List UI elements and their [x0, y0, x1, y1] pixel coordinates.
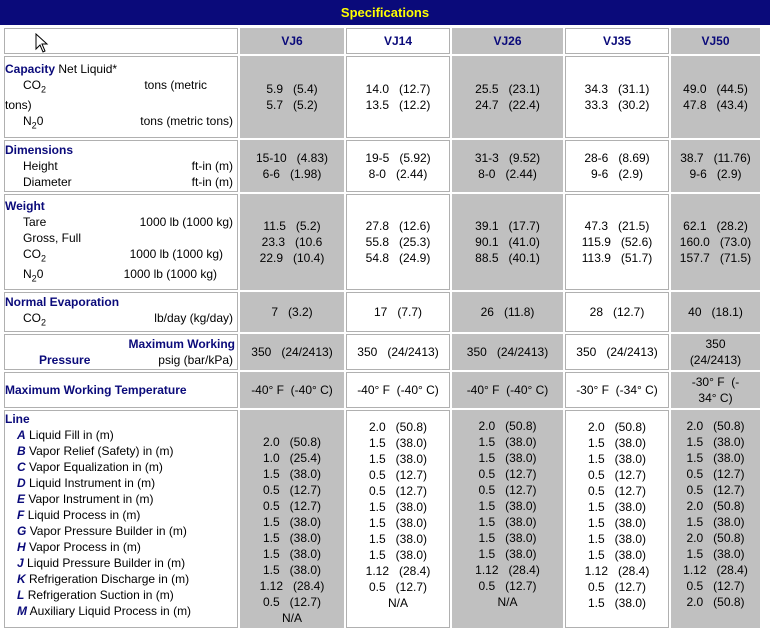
- temperature-label-cell: [4, 372, 238, 408]
- pressure-title-line1: Maximum Working: [128, 337, 235, 351]
- evaporation-label-cell: [4, 292, 238, 332]
- temperature-vj35: -30° F (-34° C): [565, 372, 669, 408]
- line-value: 1.12 (28.4): [365, 564, 431, 578]
- capacity-vj35: 34.3 (31.1) 33.3 (30.2): [565, 56, 669, 138]
- line-value: 1.5 (38.0): [368, 516, 428, 530]
- capacity-vj6: 5.9 (5.4) 5.7 (5.2): [240, 56, 344, 138]
- capacity-row: [4, 56, 760, 138]
- pressure-row: [4, 334, 760, 370]
- line-value: 1.12 (28.4): [584, 564, 650, 578]
- line-value: [452, 610, 563, 626]
- model-header-row: [4, 28, 760, 54]
- capacity-n2o-unit: tons (metric tons): [140, 114, 233, 128]
- model-header-vj14: VJ14: [346, 28, 450, 54]
- evaporation-vj50: 40 (18.1): [671, 292, 760, 332]
- line-item-label: Liquid Pressure Builder in (m): [27, 556, 186, 570]
- weight-vj26: 39.1 (17.7) 90.1 (41.0) 88.5 (40.1): [452, 194, 563, 290]
- cursor-arrow-icon: [35, 42, 49, 56]
- temperature-vj50: -30° F (- 34° C): [671, 372, 760, 408]
- line-value: 0.5 (12.7): [368, 468, 428, 482]
- line-value: 0.5 (12.7): [262, 483, 322, 497]
- line-value: 1.5 (38.0): [262, 515, 322, 529]
- capacity-section-title: Capacity: [5, 61, 56, 76]
- line-value: 1.5 (38.0): [587, 516, 647, 530]
- pressure-vj35: 350 (24/2413): [565, 334, 669, 370]
- line-item-letter: G: [17, 524, 27, 538]
- evaporation-vj26: 26 (11.8): [452, 292, 563, 332]
- line-item-label: Refrigeration Discharge in (m): [29, 572, 190, 586]
- line-item-g: [5, 523, 237, 539]
- line-value: 1.5 (38.0): [587, 436, 647, 450]
- pressure-vj6: 350 (24/2413): [240, 334, 344, 370]
- line-item-d: [5, 475, 237, 491]
- line-value: 2.0 (50.8): [686, 419, 745, 433]
- line-item-letter: C: [17, 460, 26, 474]
- line-row: [4, 410, 760, 628]
- line-value: N/A: [281, 611, 302, 625]
- line-value: N/A: [387, 596, 408, 610]
- line-value: 2.0 (50.8): [686, 595, 745, 609]
- tare-unit: 1000 lb (1000 kg): [139, 214, 233, 229]
- weight-vj6: 11.5 (5.2) 23.3 (10.6 22.9 (10.4): [240, 194, 344, 290]
- line-item-letter: F: [17, 508, 25, 522]
- line-value: 1.5 (38.0): [478, 499, 537, 513]
- line-item-l: [5, 587, 237, 603]
- line-item-h: [5, 539, 237, 555]
- line-vj14: [346, 410, 450, 628]
- line-value: 1.5 (38.0): [686, 515, 745, 529]
- evaporation-row: [4, 292, 760, 332]
- pressure-vj26: 350 (24/2413): [452, 334, 563, 370]
- capacity-vj26: 25.5 (23.1) 24.7 (22.4): [452, 56, 563, 138]
- pressure-vj14: 350 (24/2413): [346, 334, 450, 370]
- dimensions-label-cell: [4, 140, 238, 192]
- line-vj35: [565, 410, 669, 628]
- line-value: 1.5 (38.0): [478, 547, 537, 561]
- pressure-label-cell: [4, 334, 238, 370]
- line-value: [240, 418, 344, 434]
- specifications-title-bar: [0, 0, 770, 25]
- line-item-b: [5, 443, 237, 459]
- temperature-vj14: -40° F (-40° C): [346, 372, 450, 408]
- model-header-vj50: VJ50: [671, 28, 760, 54]
- line-item-label: Refrigeration Suction in (m): [27, 588, 174, 602]
- line-value: 2.0 (50.8): [686, 499, 745, 513]
- capacity-note: Net Liquid*: [58, 61, 118, 76]
- line-value: 0.5 (12.7): [262, 595, 322, 609]
- model-header-vj26: VJ26: [452, 28, 563, 54]
- line-value: 0.5 (12.7): [368, 484, 428, 498]
- line-item-letter: L: [17, 588, 25, 602]
- weight-vj14: 27.8 (12.6) 55.8 (25.3) 54.8 (24.9): [346, 194, 450, 290]
- line-value: 0.5 (12.7): [478, 579, 537, 593]
- line-item-a: [5, 427, 237, 443]
- line-value: 1.5 (38.0): [478, 451, 537, 465]
- line-value: 1.5 (38.0): [686, 451, 745, 465]
- line-value: [347, 611, 449, 627]
- line-value: 1.5 (38.0): [587, 500, 647, 514]
- line-item-label: Liquid Process in (m): [27, 508, 141, 522]
- header-corner: [4, 28, 238, 54]
- line-item-f: [5, 507, 237, 523]
- temperature-vj6: -40° F (-40° C): [240, 372, 344, 408]
- line-value: 0.5 (12.7): [686, 579, 745, 593]
- line-value: 1.5 (38.0): [587, 452, 647, 466]
- line-value: 0.5 (12.7): [262, 499, 322, 513]
- line-value: 0.5 (12.7): [686, 467, 745, 481]
- weight-n2o-unit: 1000 lb (1000 kg): [123, 267, 217, 281]
- line-item-j: [5, 555, 237, 571]
- evaporation-co2-label: $CO_2$: [23, 310, 47, 328]
- line-item-letter: K: [17, 572, 26, 586]
- line-value: 2.0 (50.8): [262, 435, 322, 449]
- specifications-table: [2, 26, 762, 630]
- page-title: Specifications: [340, 5, 430, 20]
- line-value: 1.0 (25.4): [262, 451, 322, 465]
- dimensions-section-title: Dimensions: [5, 143, 74, 157]
- capacity-co2-unit-cont: tons): [5, 98, 32, 112]
- weight-co2-label: $CO_2$: [23, 246, 47, 263]
- line-value: 0.5 (12.7): [686, 483, 745, 497]
- line-value: 0.5 (12.7): [478, 467, 537, 481]
- line-value: 1.5 (38.0): [368, 436, 428, 450]
- line-vj50: [671, 410, 760, 628]
- line-item-label: Vapor Process in (m): [29, 540, 141, 554]
- line-item-label: Vapor Instrument in (m): [28, 492, 154, 506]
- line-value: 1.5 (38.0): [587, 596, 647, 610]
- line-value: 1.5 (38.0): [686, 547, 745, 561]
- capacity-vj14: 14.0 (12.7) 13.5 (12.2): [346, 56, 450, 138]
- model-header-vj35: VJ35: [565, 28, 669, 54]
- line-value: 1.5 (38.0): [368, 548, 428, 562]
- line-value: 1.5 (38.0): [686, 435, 745, 449]
- pressure-title-line2: Pressure: [39, 353, 91, 367]
- line-item-label: Liquid Fill in (m): [29, 428, 114, 442]
- dimensions-vj26: 31-3 (9.52) 8-0 (2.44): [452, 140, 563, 192]
- line-value: 1.12 (28.4): [259, 579, 325, 593]
- line-value: 1.5 (38.0): [262, 531, 322, 545]
- weight-n2o-label: $N_20$: [23, 267, 44, 284]
- evaporation-vj6: 7 (3.2): [240, 292, 344, 332]
- line-item-e: [5, 491, 237, 507]
- height-label: Height: [23, 159, 58, 173]
- evaporation-vj14: 17 (7.7): [346, 292, 450, 332]
- height-unit: ft-in (m): [191, 159, 233, 173]
- diameter-label: Diameter: [23, 175, 72, 189]
- pressure-unit: psig (bar/kPa): [158, 353, 233, 367]
- gross-full-label: Gross, Full: [23, 230, 82, 245]
- weight-co2-unit: 1000 lb (1000 kg): [129, 246, 223, 261]
- line-item-c: [5, 459, 237, 475]
- line-item-letter: A: [17, 428, 26, 442]
- tare-label: Tare: [23, 214, 47, 229]
- line-value: 2.0 (50.8): [686, 531, 745, 545]
- line-value: 2.0 (50.8): [587, 420, 647, 434]
- line-value: 1.5 (38.0): [368, 500, 428, 514]
- line-item-label: Auxiliary Liquid Process in (m): [29, 604, 192, 618]
- line-value: 1.5 (38.0): [262, 563, 322, 577]
- line-value: N/A: [497, 595, 518, 609]
- line-value: 1.5 (38.0): [587, 532, 647, 546]
- line-value: 1.12 (28.4): [683, 563, 748, 577]
- capacity-label-cell: [4, 56, 238, 138]
- line-item-label: Liquid Instrument in (m): [29, 476, 156, 490]
- line-item-label: Vapor Equalization in (m): [29, 460, 163, 474]
- line-value: 1.5 (38.0): [478, 435, 537, 449]
- evaporation-unit: lb/day (kg/day): [154, 310, 233, 325]
- line-item-letter: H: [17, 540, 26, 554]
- line-item-k: [5, 571, 237, 587]
- line-value: 1.5 (38.0): [368, 532, 428, 546]
- line-value: 2.0 (50.8): [368, 420, 428, 434]
- dimensions-vj14: 19-5 (5.92) 8-0 (2.44): [346, 140, 450, 192]
- line-value: 1.5 (38.0): [478, 531, 537, 545]
- line-value: 1.5 (38.0): [587, 548, 647, 562]
- line-value: 1.12 (28.4): [475, 563, 540, 577]
- line-label-cell: [4, 410, 238, 628]
- line-value: 2.0 (50.8): [478, 419, 537, 433]
- line-value: 1.5 (38.0): [262, 547, 322, 561]
- dimensions-row: [4, 140, 760, 192]
- line-value: 0.5 (12.7): [368, 580, 428, 594]
- line-value: 1.5 (38.0): [368, 452, 428, 466]
- line-item-list: [5, 427, 237, 619]
- line-value: 0.5 (12.7): [587, 580, 647, 594]
- line-value: 0.5 (12.7): [587, 484, 647, 498]
- dimensions-vj6: 15-10 (4.83) 6-6 (1.98): [240, 140, 344, 192]
- line-value: 0.5 (12.7): [587, 468, 647, 482]
- line-value: 0.5 (12.7): [478, 483, 537, 497]
- line-value: [671, 610, 760, 626]
- evaporation-section-title: Normal Evaporation: [5, 294, 120, 309]
- line-item-label: Vapor Pressure Builder in (m): [29, 524, 187, 538]
- capacity-vj50: 49.0 (44.5) 47.8 (43.4): [671, 56, 760, 138]
- weight-label-cell: [4, 194, 238, 290]
- weight-row: [4, 194, 760, 290]
- temperature-title: Maximum Working Temperature: [5, 383, 187, 397]
- dimensions-vj35: 28-6 (8.69) 9-6 (2.9): [565, 140, 669, 192]
- dimensions-vj50: 38.7 (11.76) 9-6 (2.9): [671, 140, 760, 192]
- line-value: 1.5 (38.0): [478, 515, 537, 529]
- model-header-vj6: VJ6: [240, 28, 344, 54]
- line-item-letter: M: [17, 604, 27, 618]
- line-value: 1.5 (38.0): [262, 467, 322, 481]
- line-item-m: [5, 603, 237, 619]
- line-item-letter: E: [17, 492, 26, 506]
- line-item-letter: B: [17, 444, 26, 458]
- diameter-unit: ft-in (m): [191, 175, 233, 189]
- line-item-letter: D: [17, 476, 26, 490]
- temperature-vj26: -40° F (-40° C): [452, 372, 563, 408]
- line-section-title: Line: [5, 412, 30, 426]
- temperature-row: [4, 372, 760, 408]
- capacity-co2-unit: tons (metric: [144, 77, 207, 92]
- line-vj6: [240, 410, 344, 628]
- line-item-label: Vapor Relief (Safety) in (m): [29, 444, 174, 458]
- weight-vj35: 47.3 (21.5) 115.9 (52.6) 113.9 (51.7): [565, 194, 669, 290]
- capacity-n2o-label: $N_20$: [23, 114, 44, 131]
- line-value: [566, 611, 668, 627]
- weight-section-title: Weight: [5, 198, 45, 213]
- evaporation-vj35: 28 (12.7): [565, 292, 669, 332]
- line-vj26: [452, 410, 563, 628]
- pressure-vj50: 350 (24/2413): [671, 334, 760, 370]
- weight-vj50: 62.1 (28.2) 160.0 (73.0) 157.7 (71.5): [671, 194, 760, 290]
- line-item-letter: J: [17, 556, 24, 570]
- capacity-co2-label: $CO_2$: [23, 77, 47, 94]
